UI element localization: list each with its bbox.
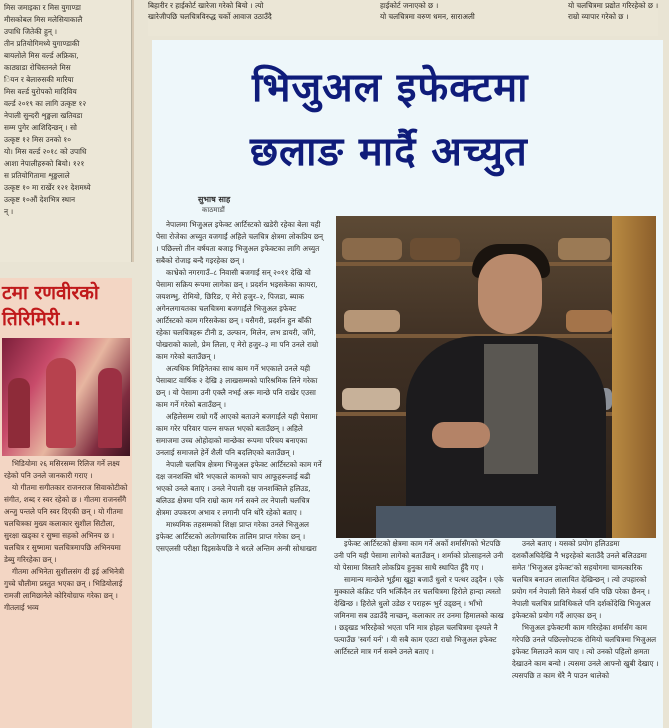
promo-title-line-1: टमा रणवीरको [2,282,99,304]
person-jeans [376,506,556,538]
promo-paragraph: गीतमा अभिनेता सुशीलसंग दी इई अभिनेत्री गुच्चे चौलीमा प्रस्तुत भएका छन् । भिडियोलाई रामजी लामिछानेले कोरियोग्राफ गरेका छन् । गीतलाई भव्य [4,567,124,612]
text-line: उत्कृष्ट १० मा रार्खेर १२१ देशमध्ये [4,183,91,192]
article-paragraph: अहिलेसम्म राम्रो गर्दै आएको बताउने बजगाईंले यही पेसामा काम गरेर परिवार पाल्न सफल भएको बताउँछन् । अहिले समाजमा उच्च ओहोदाको मान्छेका रूपमा परिचय बनाएका उनलाई समाजले हेर्ने शैली पनि बदलिएको बताउँछन् । [156,412,318,457]
main-article [152,40,663,728]
strip-text-1: बिहारीर र हाईकोर्ट खारेजा गरेको बियो । त्यो [148,1,264,10]
article-paragraph: काभ्रेको नगरगाउँ–८ निवासी बजगाईं सन् २०११ देखि यो पेसामा सक्रिय रूपमा लागेका छन् । प्रदर्शन भइसकेका कायरा, जयशम्भु, रोमियो, छिरिङ, ए मेरो हजुर–२, पिजडा, ब्याक अगेनलगायतका चलचित्रमा बजगाईंले भिजुअल इफेक्ट आर्टिस्टको काम गरिसकेका छन् । यसैगरी, प्रदर्शन हुन बाँकी रहेका चलचित्रहरू टीनी ड, उल्फान, मिलेन, लभ डायरी, जाँगे, पोखराको कालो, प्रेम लिला, ए मेरो हजुर–३ मा पनि उनले राम्रो काम गरेको बताउँछन् । [156,268,319,361]
text-line: उत्कृष्ट १२ मिस उनको १० [4,135,72,144]
article-paragraph: नेपाली चलचित्र क्षेत्रमा भिजुअल इफेक्ट आर्टिस्टको काम गर्ने दक्ष जनशक्ति थोरै भएकाले कामको चाप आफूहरूलाई बढी भएको उनले बताए । उनले नेपाली दक्ष जनशक्तिले हलिउड, बलिउड क्षेत्रमा पनि राम्रो काम गर्न सक्ने तर नेपाली चलचित्र क्षेत्रमा उपकरण अभाव र लगानी पनि थोरै रहेको बताए । [156,460,322,517]
promo-title [2,280,99,332]
text-line: तीन प्रतियोगिमध्ये युगाण्डाकी [4,39,80,48]
top-article-strip [148,0,658,36]
promo-photo [2,338,130,456]
text-line: मिस जमाइका र मिस युगाण्डा [4,3,81,12]
text-line: बायलोले मिस वर्ल्ड अफ्रिका, [4,51,79,60]
strip-text-2: हाईकोर्ट जनाएको छ । [380,1,439,10]
text-line: ियन र बेलारुसकी मारिया [4,75,74,84]
text-line: स प्रतियोगितामा शृङ्खलाले [4,171,70,180]
article-column-1 [152,219,328,724]
article-column-3 [512,538,660,728]
text-line: न् । [4,207,14,216]
article-photo [336,216,656,538]
person-shirt [484,344,538,474]
strip-text-1b: खारेजीपछि चलचित्रविरुद्ध चर्को आवाज उठाउँदै [148,12,272,21]
text-line: मीसकोबल मिस मलेसियाकालै [4,15,83,24]
article-paragraph: भिजुअल इफेक्टमी काम गरिरहेका शर्मासँग काम गरेपछि उनले पछिल्लोपटक रोमियो चलचित्रमा भिजुअल इफेक्ट मिलाउने काम पाए । त्यो उनको पहिलो क्षमता देखाउने काम बन्यो । त्यसमा उनले आफ्नो खुबी देखाए । त्यसपछि त काम धेरै नै पाउन थालेको [512,623,659,680]
text-line: नेपाली सुन्दरी शृङ्खला खतिवडा [4,111,83,120]
text-line: सम्म पुगेर आशिदिन्छन् । सो [4,123,77,132]
strip-text-2b: यो चलचित्रमा वरुण धमन, साराअली [380,12,475,21]
previous-article-column [0,0,132,262]
person-hand [432,422,490,448]
article-paragraph: सामान्य मान्छेले भूईंमा खुट्टा बजाउँ धुलो र पत्थर उड्दैन । एके मुक्काले कंक्रिट पनि भत्किँदैन तर चलचित्रमा हिरोले हान्दा त्यस्तो देखिन्छ । हिरोले धुलो उडेछ र पराहरू भुर्र उड्छन् । भाँभो जमिनमा सब उडाउँदै नाच्छन्, कलाकार तर उनमा हिमालको काख । छड्खड भरिरहेको भएता पनि मात्र होहल चलचित्रमा दृश्यले नै पत्याउँछ 'स्वर्ग यर्न' । यी सबै काम एउटा राम्रो भिजुअल इफेक्ट आर्टिस्टले मात्र गर्न सक्ने उनले बताए । [334,575,504,656]
promo-paragraph: यो गीतमा सगीतकार राजनराज सिवाकोटीको संगीत, शब्द र स्वर रहेको छ । गीतमा राजनसँगै अन्जु पन्तले पनि स्वर दिएकी छन् । यो गीतमा चलचित्रका मुख्य कलाकार सुशील सिटौला, सुरक्षा खड्का र सुष्मा सहको अभिनय छ । चलचित्र र सुष्मामा चलचित्रमापछि अभिनयमा डेब्यु गरिरहेका छन् । [4,483,128,564]
article-paragraph: माध्यमिक तहसम्मको शिक्षा प्राप्त गरेका उनले भिजुअल इफेक्ट आर्टिस्टको अतोगचारिक तालिम प्राप्त गरेका छन् । एसएलसी परीक्षा दिइसकेपछि ने धरले अन्तिम अन्त्री सोधाखरा [156,520,317,553]
text-line: काठ्याडा रोचिस्तनले मिस [4,63,71,72]
text-line: आशा नेपालीहरुको बियो। १२१ [4,159,85,168]
wooden-panel [612,216,656,538]
strip-text-3b: राम्रो व्यापार गरेको छ । [568,12,629,21]
promo-figure-right [98,368,122,448]
promo-figure-left [8,378,30,448]
byline-location: काठमाडौं [202,206,225,214]
shoe-display [342,238,402,260]
shoe-display [410,238,460,260]
article-paragraph: उनले बताए । यसको प्रयोग हलिउडमा दशकौंअघिदेखि नै भइरहेको बताउँदै उनले बलिउडमा समेत 'भिजुअल इफेक्ट'को सहयोगमा चामत्कारिक चलचित्र बनाउन लालायित देखिन्छन् । त्यो उपहारको प्रयोग गर्न नेपाली सिने मेकर्स पनि पछि परेका छैनन् । नेपाली चलचित्र प्राविधिकले पनि दर्शकोंदेखि भिजुअल इफेक्टको प्रयोग गर्दै आएका छन् । [512,539,651,620]
promo-title-line-2: तिरिमिरी... [2,308,82,330]
article-paragraph: अत्यधिक मिहिनेतका साथ काम गर्ने भएकाले उनले यही पेसाबाट वार्षिक २ देखि ३ लाखसम्मको पारिश्रमिक लिने गरेका छन् । यो पेसामा उनी एक्लै नभई अरू मान्छे पनि राखेर एउसा काम गर्ने गरेको बताउँछन् । [156,364,318,409]
shoe-display [344,310,400,332]
shoe-display [558,238,610,260]
column-divider [132,0,134,262]
article-title-line-2: छलाङ मार्दै अच्युत [250,129,528,175]
article-column-2 [334,538,504,728]
article-paragraph: इफेक्ट आर्टिस्टको क्षेत्रमा काम गर्ने अर्को शर्मासँगको भेटपछि उनी पनि यही पेसामा लागेको बताउँछन् । शर्माको प्रोत्साहनले उनी यो पेसामा विस्तारै लोकप्रिय हुनुका साथै स्थापित हुँदै गए । [334,539,504,572]
byline-author: सुभाष साह [198,194,231,204]
shoe-display [566,310,612,332]
person-face [478,254,542,334]
strip-text-3: यो चलचित्रमा प्रद्योत गरिरहेको छ । [568,1,658,10]
text-line: मिस वर्ल्ड युरोपको मादिविय [4,87,77,96]
shoe-display [342,388,400,410]
text-line: यो। मिस वर्ल्ड २०१८ को उपाधि [4,147,87,156]
article-title-line-1: भिजुअल इफेक्टमा [252,65,529,111]
side-promo [0,278,132,728]
promo-paragraph: भिडियोमा २६ मसिरसम्म रिलिज गर्ने लक्ष्य रहेको पनि उनले जानकारी गराए । [4,459,120,480]
text-line: वर्ल्ड २०१९ का लागि उत्कृष्ट १२ [4,99,87,108]
text-line: उत्कृष्ट १०औं देशभित्र स्थान [4,195,76,204]
promo-body [4,458,128,614]
text-line: उपाधि जितेकी हुन् । [4,27,58,36]
promo-figure-center [46,358,76,448]
article-paragraph: नेपालमा भिजुअल इफेक्ट आर्टिस्टको खडेरी रहेका बेला यही पेसा रोजेका अच्युत वजगाईं अहिले चलचित्र क्षेत्रमा लोकप्रिय छन् । पछिल्लो तीन वर्षयता बजाइ भिजुअल इफेक्टका लागि अच्युत सबैको रोजाइ बन्दै गइरहेका छन् । [156,220,324,265]
